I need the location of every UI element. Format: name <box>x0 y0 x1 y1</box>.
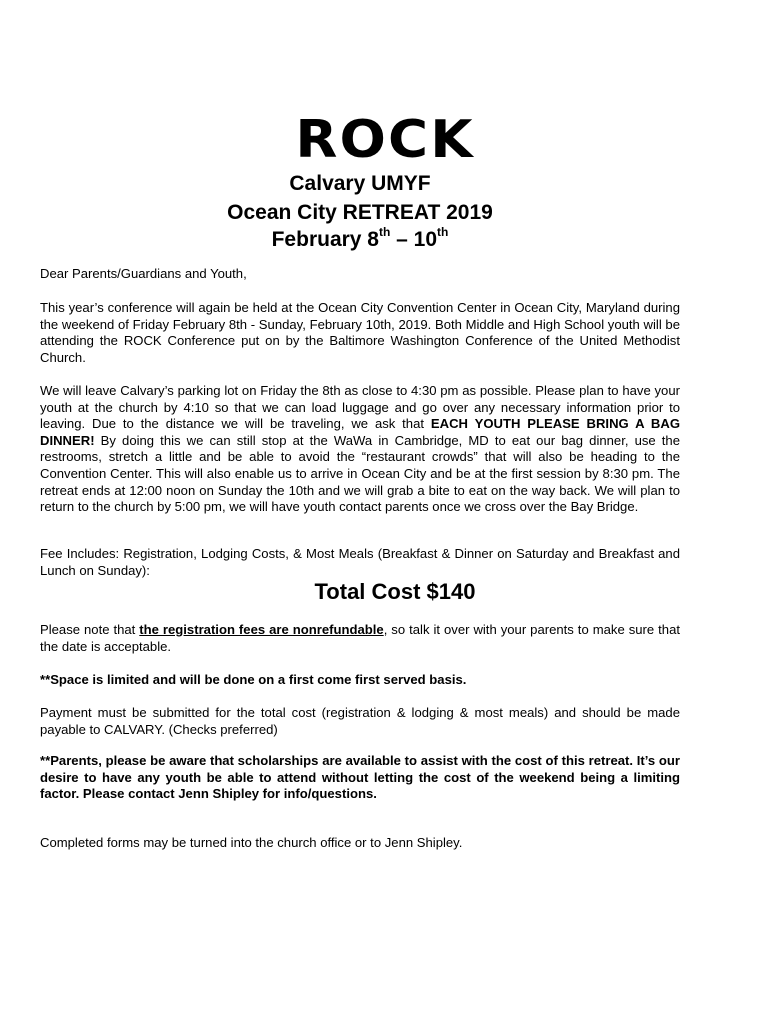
refund-note <box>40 622 680 655</box>
dates-sup-2: th <box>437 225 449 239</box>
scholarship-notice: **Parents, please be aware that scholarships are available to assist with the cost of this retreat. It’s our desire to have any youth be able to attend without letting the cost of the weekend being a limiting factor. Please contact Jenn Shipley for info/questions. <box>40 753 680 802</box>
nonrefundable-text: the registration fees are nonrefundable <box>139 622 384 637</box>
dates-sup-1: th <box>379 225 391 239</box>
page-subtitle: Ocean City RETREAT 2019 <box>227 201 493 224</box>
departure-text-1: We will leave Calvary’s parking lot on Friday the 8th as close to 4:30 pm as possible. Please plan to have your youth at the church by 4:10 so that we can load luggage and go over any necessary information prior to leaving. Due to the distance we will be traveling, we ask that <box>40 383 680 432</box>
dates-mid: – 10 <box>390 228 438 251</box>
refund-note-suffix: , so talk it over with your parents to make sure that the date is acceptable. <box>40 622 680 654</box>
space-limited-notice: **Space is limited and will be done on a first come first served basis. <box>40 672 467 687</box>
total-cost: Total Cost $140 <box>314 579 476 604</box>
bag-dinner-notice: EACH YOUTH PLEASE BRING A BAG DINNER! <box>40 416 680 448</box>
dates-prefix: February 8 <box>271 228 379 251</box>
fee-includes: Fee Includes: Registration, Lodging Costs, & Most Meals (Breakfast & Dinner on Saturday and Breakfast and Lunch on Sunday): <box>40 546 680 578</box>
completed-forms-note: Completed forms may be turned into the church office or to Jenn Shipley. <box>40 835 463 850</box>
salutation: Dear Parents/Guardians and Youth, <box>40 266 247 281</box>
refund-note-prefix: Please note that <box>40 622 140 637</box>
paragraph-departure <box>40 383 680 516</box>
rock-logo: ROCK <box>295 110 475 170</box>
page-title: Calvary UMYF <box>289 172 431 195</box>
paragraph-conference: This year’s conference will again be held at the Ocean City Convention Center in Ocean City, Maryland during the weekend of Friday February 8th - Sunday, February 10th, 2019. Both Middle and High School youth will be attending the ROCK Conference put on by the Baltimore Washington Conference of the United Methodist Church. <box>40 300 680 365</box>
payment-instructions: Payment must be submitted for the total cost (registration & lodging & most meals) and should be made payable to CALVARY. (Checks preferred) <box>40 705 680 737</box>
departure-text-2: By doing this we can still stop at the WaWa in Cambridge, MD to eat our bag dinner, use the restrooms, stretch a little and be able to avoid the “restaurant crowds” that will also be heading to the Convention Center. This will also enable us to arrive in Ocean City and be at the first session by 8:30 pm. The retreat ends at 12:00 noon on Sunday the 10th and we will grab a bite to eat on the way back. We will plan to return to the church by 5:00 pm, we will have youth contact parents once we cross over the Bay Bridge. <box>40 432 680 515</box>
event-dates <box>0 226 720 254</box>
